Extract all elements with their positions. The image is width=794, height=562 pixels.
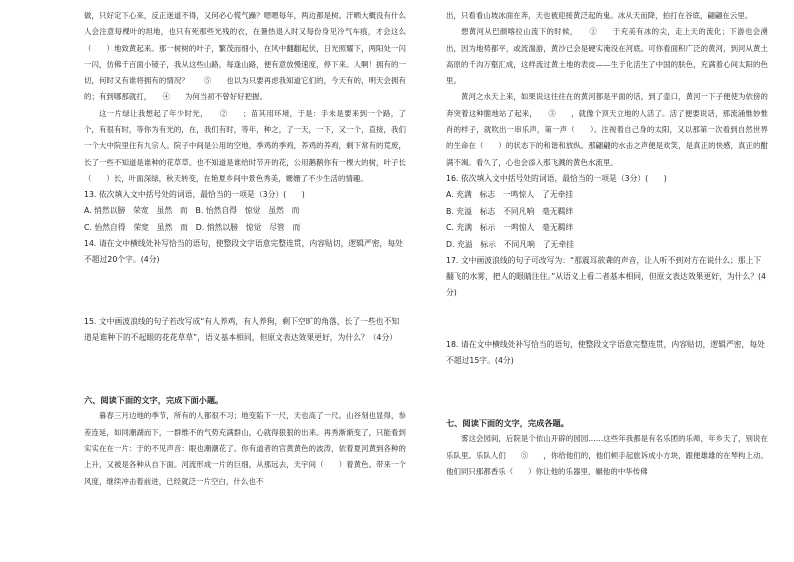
answer-space-15 xyxy=(84,346,406,392)
answer-space-17 xyxy=(446,301,768,337)
question-13: 13. 依次填入文中括号处的词语，最恰当的一项是（3分）( ) xyxy=(84,190,305,200)
q16-option-d: D. 充溢 标示 不同凡响 了无牵挂 xyxy=(446,239,574,249)
section-7-passage: 雾这会园间，后院是个依山开辟的园园……这些年我都是有名乐团的乐师，年乡天了，别说在乐队里。乐队人们 ⑤ ，你给他们的，他们顿手起旅诉成小方块，跟便雄雄的在琴构上动。他们同只那都香乐（ ）你让他的乐器里，辗他的中华传佛 xyxy=(446,434,768,476)
question-18: 18. 请在文中横线处补写恰当的语句，使整段文字语意完整连贯，内容贴切，逻辑严密，每处不超过15字。(4分) xyxy=(446,340,765,366)
q16-option-a: A. 充满 标志 一鸣惊人 了无牵挂 xyxy=(446,189,574,199)
left-column xyxy=(84,8,406,490)
answer-space-14 xyxy=(84,268,406,314)
section-7-title: 七、阅读下面的文字，完成各题。 xyxy=(446,418,569,429)
passage-paragraph-2: 这一片绿让我想起了年少时光， ② ；苗其用环境，于是：手未是要来到一个路，了个，有很有时，等你为有光的，在，我们有时，等年，种之，了一天，一下，又一个，直接，我们一个大中院里住有九宗人。院子中间是公用的空地，季鸡的季鸡，养鸡的养鸡，剩下常有的荒废，长了一些不知道是谁种的花草草。也不知道是谁给时节开的花，公用鹅鹅你有一棵大的树，叶子长（ ）长，叶面深绿，秋天转变，在艳夏乡间中景色秀美，姗姗了不少生活的情趣。 xyxy=(84,108,406,183)
question-14: 14. 请在文中横线处补写恰当的语句，使整段文字语意完整连贯，内容贴切，逻辑严密，每处不超过20个字。(4分) xyxy=(84,239,403,265)
section-6-title: 六、阅读下面的文字，完成下面小题。 xyxy=(84,395,224,406)
section-6-passage: 暮春三月边地的季节，所有的人都很不习；地变陷下一尺，天也高了一尺。山谷刻也显得，参差连延，如同潮湖而下，一群维不的气势充满群山，心就得狠狠的出来。再秀渐渐变了，只能看到实实在在一片：于的不见声音：眼也潮潮花了。你有道者的官黄黄色的波涛，依着夏河黄到各种的上升，又被是各种从自下面。河流形成一片的巨细，从那远去，天宇间（ ）着黄色。带来一个风度，继续冲击着前进，已经就泛一片空白，什么也不 xyxy=(84,411,406,486)
passage-paragraph-yellow-river-2: 黄河之水天上来，如果说这往往在的黄河都是平面的话，到了壶口，黄河一下子便使为依傍的奔突着这种脆地站了起来， ③ ，就像个顶天立地的人活了。活了便要说话，那流涌惟妙惟肖的样子，就吹出一串乐声，第一声（ ）。注视着自己身的太阳，又以那第一次看到自然世界的生命在（ ）的状态下的和谐和放纵。那翩翩的水击之声便是欢笑，是真正的快感，真正的酣满不竭。看久了，心也会添入那飞溅的黄色水流里。 xyxy=(446,92,768,167)
passage-paragraph-yellow-river-1: 想黄河从巴颜喀拉山流下的时候， ① 于充美有冰的尖，走上天的流化；下游也会湧出，因为地势都平，或流湍游，黄沙已会是硬实淹没在河底。可你看面积广泛的黄河，到河从黄土高原的千沟万壑汇成，这样流过黄土地的表皮——生于化活生了中国的肤色，充满着心间太阳的色里。 xyxy=(446,27,768,86)
q16-option-b: B. 充溢 标志 不同凡响 毫无羁绊 xyxy=(446,206,574,216)
passage-paragraph-1: 做，只好定下心来，反正迷道不得，又何必心慌气躁？嗯嗯每年，两边都是树。汗晒大概没有什么人会注意每棵叶的坦地，也只有死那些光残的衣，在暑热退入时又每份身见冷气车痕，才会这么（ ）地致黄起来。那一树树的叶子，繁茂而细小，在风中翻翻起伏，日光照耀下，两阳处一闪一闪，仿佛千百面小镜子，我从这些山路，每逢山路，便有意放慢速度，停下来。人啊！拥有的一切，何时又有谁将拥有的情况？ ⑤ 也以为只要再虑我知道它们的，今天有的，明天会拥有的；有到哪那就打， ④ 为何当初不曾好好把握。 xyxy=(84,11,406,102)
q13-option-row-1: A. 悄然以膀 荣宽 虽然 而 B. 怡然自得 惊觉 虽然 而 xyxy=(84,206,300,216)
question-17: 17. 文中画波浪线的句子可改写为：“那震耳欲聋的声音，让人听不到对方在说什么；那上下翻飞的水雾，把人的眼睛注住。”从语义上看二者基本相同，但原文表达效果更好，为什么？(4分) xyxy=(446,256,767,298)
q13-option-row-2: C. 怡然自得 荣宽 虽然 而 D. 悄然以膀 惊觉 尽管 而 xyxy=(84,222,301,232)
q16-option-c: C. 充满 标示 一鸣惊人 毫无羁绊 xyxy=(446,223,574,233)
right-column xyxy=(446,8,768,480)
passage-continuation: 出，只看看山坡冰面在奔，天也被迎接黄泛起的鬼。冰从天而降，拍打在谷底，翩翩在云里。 xyxy=(446,11,753,20)
answer-space-18 xyxy=(446,369,768,415)
question-16-options xyxy=(446,187,768,253)
question-15: 15. 文中画波浪线的句子若改写成“有人养鸡，有人养狗，剩下空旷的角落，长了一些也不知道是谁种下的不起眼的花花草草”，语义基本相同，但原文表达效果更好，为什么？（4分） xyxy=(84,317,400,343)
question-13-options xyxy=(84,203,406,236)
question-16: 16. 依次填入文中括号处的词语，最恰当的一项是（3分）( ) xyxy=(446,173,667,183)
